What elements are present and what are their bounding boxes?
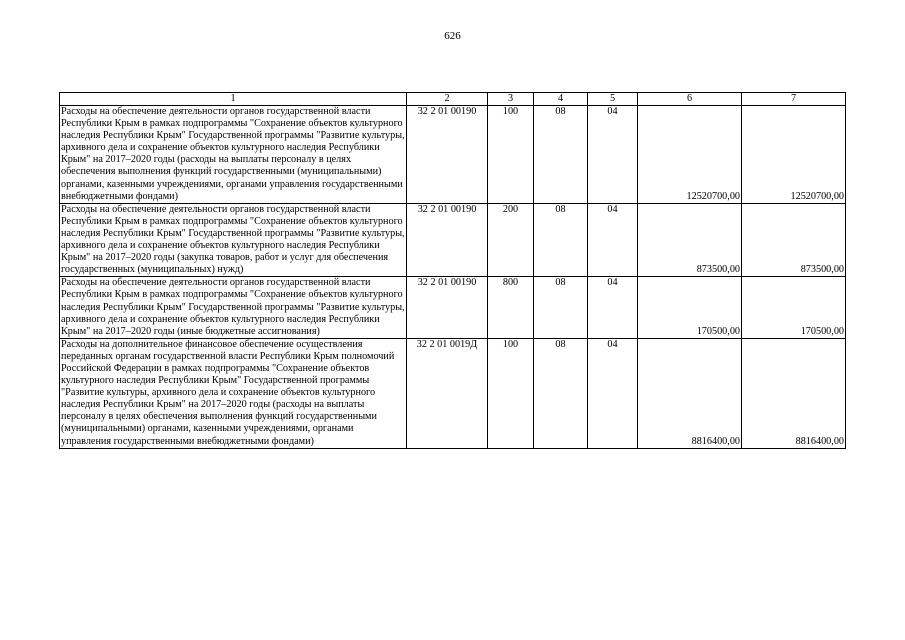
page-number: 626: [444, 30, 461, 42]
section-code: 08: [534, 338, 588, 448]
section-code: 08: [534, 106, 588, 204]
amount-column-7: 8816400,00: [742, 338, 846, 448]
table-row: [60, 277, 846, 338]
target-code: 32 2 01 00190: [407, 277, 488, 338]
section-code: 08: [534, 203, 588, 277]
expense-description: Расходы на обеспечение деятельности органов государственной власти Республики Крым в рамках подпрограммы "Сохранение объектов культурного наследия Республики Крым" Государственной программы "Развитие культуры, архивного дела и сохранение объектов культурного наследия Республики Крым" на 2017–2020 годы (расходы на выплаты персоналу в целях обеспечения выполнения функций государственными (муниципальными) органами, казенными учреждениями, органами управления государственными внебюджетными фондами): [61, 106, 405, 202]
expense-type-code: 100: [488, 338, 534, 448]
budget-table: [59, 92, 846, 449]
expense-type-code: 200: [488, 203, 534, 277]
expense-type-code: 800: [488, 277, 534, 338]
target-code: 32 2 01 00190: [407, 106, 488, 204]
table-header-row: [60, 93, 846, 106]
expense-description: Расходы на дополнительное финансовое обеспечение осуществления переданных органам государственной власти Республики Крым полномочий Российской Федерации в рамках подпрограммы "Сохранение объектов культурного наследия Республики Крым" Государственной программы "Развитие культуры, архивного дела и сохранение объектов культурного наследия Республики Крым" на 2017–2020 годы (расходы на выплаты персоналу в целях обеспечения выполнения функций государственными (муниципальными) органами, казенными учреждениями, органами управления государственными внебюджетными фондами): [60, 338, 407, 448]
header-cell: 5: [588, 93, 638, 106]
amount-column-6: 12520700,00: [638, 106, 742, 204]
table-row: [60, 338, 846, 448]
header-cell: 1: [60, 93, 407, 106]
subsection-code: 04: [588, 106, 638, 204]
amount-column-7: 170500,00: [742, 277, 846, 338]
subsection-code: 04: [588, 203, 638, 277]
expense-type-code: 100: [488, 106, 534, 204]
header-cell: 4: [534, 93, 588, 106]
header-cell: 2: [407, 93, 488, 106]
amount-column-7: 873500,00: [742, 203, 846, 277]
target-code: 32 2 01 00190: [407, 203, 488, 277]
subsection-code: 04: [588, 338, 638, 448]
expense-description: Расходы на обеспечение деятельности органов государственной власти Республики Крым в рамках подпрограммы "Сохранение объектов культурного наследия Республики Крым" Государственной программы "Развитие культуры, архивного дела и сохранение объектов культурного наследия Республики Крым" на 2017–2020 годы (иные бюджетные ассигнования): [61, 277, 405, 337]
amount-column-6: 8816400,00: [638, 338, 742, 448]
target-code: 32 2 01 0019Д: [407, 338, 488, 448]
header-cell: 3: [488, 93, 534, 106]
table-row: [60, 106, 846, 204]
subsection-code: 04: [588, 277, 638, 338]
table-row: [60, 203, 846, 277]
expense-description: Расходы на обеспечение деятельности органов государственной власти Республики Крым в рамках подпрограммы "Сохранение объектов культурного наследия Республики Крым" Государственной программы "Развитие культуры, архивного дела и сохранение объектов культурного наследия Республики Крым" на 2017–2020 годы (закупка товаров, работ и услуг для обеспечения государственных (муниципальных) нужд): [61, 203, 405, 276]
section-code: 08: [534, 277, 588, 338]
amount-column-6: 170500,00: [638, 277, 742, 338]
header-cell: 7: [742, 93, 846, 106]
amount-column-6: 873500,00: [638, 203, 742, 277]
amount-column-7: 12520700,00: [742, 106, 846, 204]
header-cell: 6: [638, 93, 742, 106]
